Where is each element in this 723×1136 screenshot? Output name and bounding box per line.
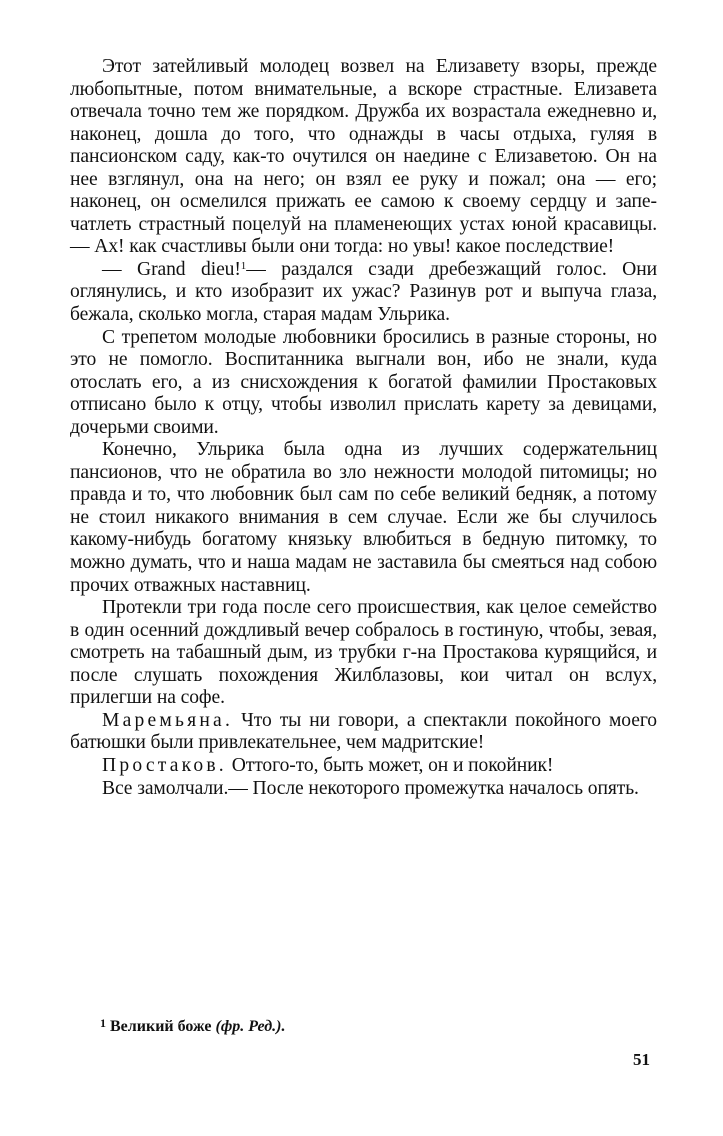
paragraph: Этот затейливый молодец возвел на Елизавету взоры, прежде любопытные, потом внимательные, а вскоре страстные. Елизавета отвечала точно тем же порядком. Дружба их возрастала ежедневно и, наконец, дошла до того, что однажды в часы отдыха, гуляя в пансионском саду, как-то очутился он наедине с Елизаветою. Он на нее взглянул, она на него; он взял ее руку и пожал; она — его; наконец, он осмелился прижать ее самою к своему сердцу и запечатлеть страстный поцелуй на пламенеющих устах юной красавицы.— Ах! как счастливы были они тогда: но увы! какое последствие! [70, 56, 657, 258]
paragraph: Все замолчали.— После некоторого промежутка началось опять. [102, 777, 639, 799]
page-body [70, 56, 657, 800]
speaker-name: Маремьяна. [102, 709, 234, 731]
footnote-reference: 1 [240, 259, 247, 272]
paragraph-exclamation: — Grand dieu! [102, 258, 241, 280]
footnote [100, 1013, 285, 1037]
paragraph-text: — раздался сзади дребезжащий голос. Они оглянулись, и кто изобразит их ужас? Разинув рот и выпуча глаза, бежала, сколько могла, старая мадам Ульрика. [70, 258, 657, 326]
page-number: 51 [633, 1050, 650, 1069]
footnote-number: 1 [100, 1016, 106, 1030]
paragraph: С трепетом молодые любовники бросились в разные стороны, но это не помогло. Воспитанника выгнали вон, ибо не знали, куда отослать его, а из снисхождения к богатой фамилии Простаковых отписано было к отцу, чтобы изволил прислать карету за девицами, дочерьми своими. [70, 326, 657, 438]
paragraph: Конечно, Ульрика была одна из лучших содержательниц пансионов, что не обратила во зло нежности молодой питомицы; но правда и то, что любовник был сам по себе великий бедняк, а потому не стоил никакого внимания в сем случае. Если же бы случилось какому-нибудь богатому князьку влюбиться в бедную питомку, то можно думать, что и наша мадам не заставила бы смеяться над собою прочих отважных наставниц. [70, 439, 657, 596]
dialogue-line [70, 710, 657, 755]
speaker-name: Простаков. [102, 754, 227, 776]
footnote-text: Великий боже [110, 1018, 212, 1035]
dialogue-text: Оттого-то, быть может, он и покойник! [226, 754, 554, 776]
footnote-editor-note: (фр. Ред.). [215, 1018, 286, 1035]
dialogue-text: Что ты ни говори, а спектакли покойного моего батюшки были привлекательнее, чем мадритские! [70, 709, 657, 754]
paragraph: Протекли три года после сего происшествия, как целое семейство в один осенний дождливый вечер собралось в гостиную, чтобы, зевая, смотреть на табашный дым, из трубки г-на Простакова курящийся, и после слушать похождения Жилблазовы, кои читал он вслух, прилегши на софе. [70, 597, 657, 709]
paragraph [70, 259, 657, 327]
dialogue-line [70, 755, 657, 778]
